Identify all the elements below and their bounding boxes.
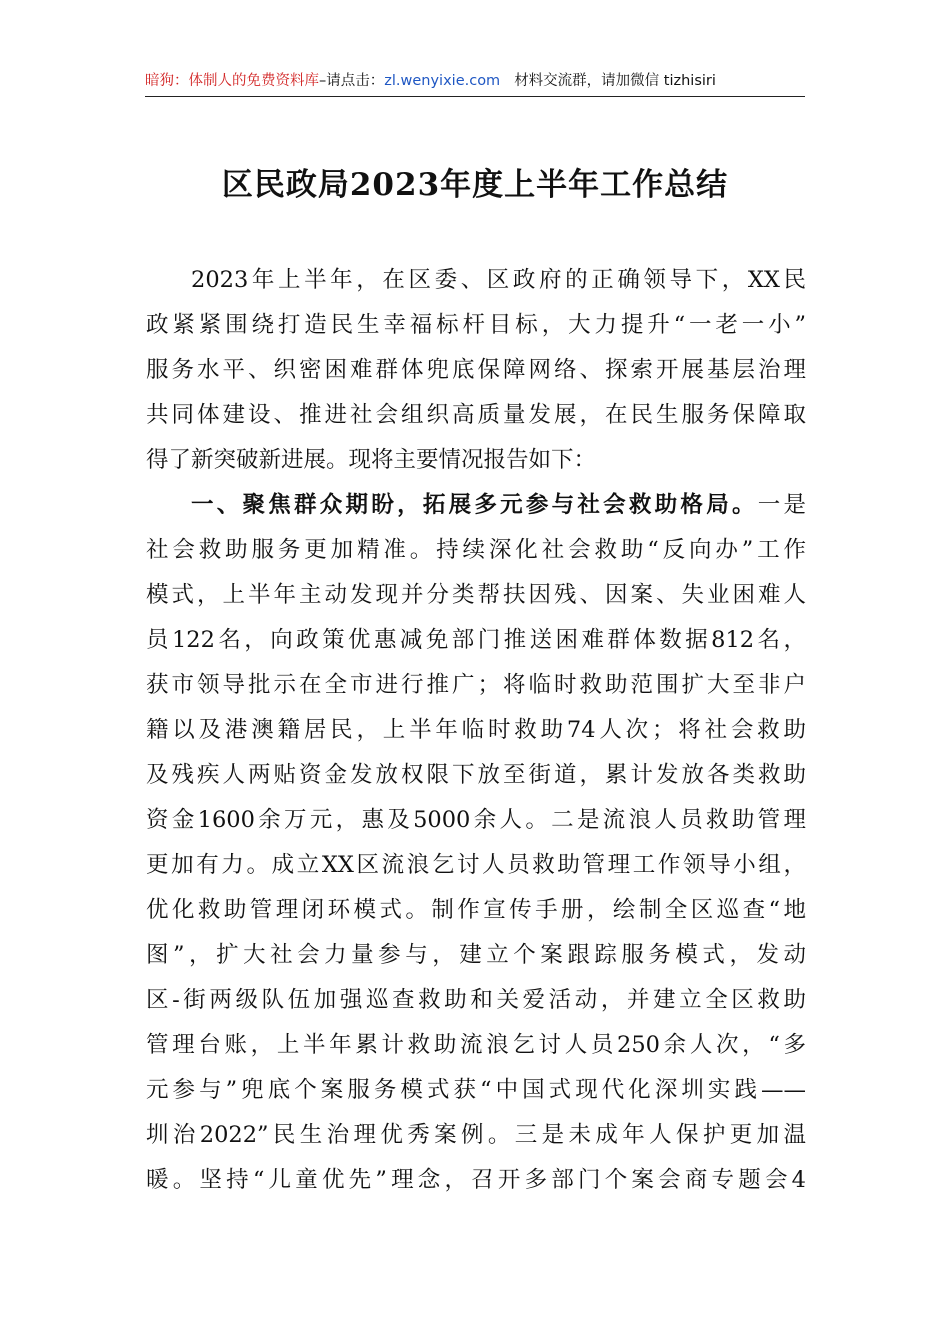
- paragraph-line: 资金1600余万元，惠及5000余人。二是流浪人员救助管理: [146, 807, 806, 833]
- paragraph-line: 优化救助管理闭环模式。制作宣传手册，绘制全区巡查“地: [146, 897, 806, 923]
- document-body: [146, 258, 806, 1203]
- paragraph-line: 图”，扩大社会力量参与，建立个案跟踪服务模式，发动: [146, 942, 806, 968]
- paragraph-line: 2023年上半年，在区委、区政府的正确领导下，XX民: [191, 267, 806, 293]
- paragraph-line: 及残疾人两贴资金发放权限下放至街道，累计发放各类救助: [146, 762, 806, 788]
- paragraph-line: 元参与”兜底个案服务模式获“中国式现代化深圳实践——: [146, 1077, 806, 1103]
- paragraph-line: 社会救助服务更加精准。持续深化社会救助“反向办”工作: [146, 537, 806, 563]
- brand-text: 暗狗：体制人的免费资料库: [145, 73, 319, 89]
- paragraph-line: 更加有力。成立XX区流浪乞讨人员救助管理工作领导小组，: [146, 852, 806, 878]
- paragraph-line: 圳治2022”民生治理优秀案例。三是未成年人保护更加温: [146, 1122, 806, 1148]
- paragraph-line: 管理台账，上半年累计救助流浪乞讨人员250余人次，“多: [146, 1032, 806, 1058]
- click-prompt: –请点击：: [319, 73, 385, 89]
- source-banner: [145, 66, 805, 97]
- section-heading-line: [146, 483, 806, 528]
- paragraph-line: 得了新突破新进展。现将主要情况报告如下：: [146, 447, 597, 473]
- paragraph-line: 服务水平、织密困难群体兜底保障网络、探索开展基层治理: [146, 357, 806, 383]
- document-title: 区民政局2023年度上半年工作总结: [221, 167, 729, 203]
- paragraph-line: 区-街两级队伍加强巡查救助和关爱活动，并建立全区救助: [146, 987, 806, 1013]
- paragraph-line: 员122名，向政策优惠减免部门推送困难群体数据812名，: [146, 627, 806, 653]
- paragraph-line: 籍以及港澳籍居民，上半年临时救助74人次；将社会救助: [146, 717, 806, 743]
- paragraph-line: 暖。坚持“儿童优先”理念，召开多部门个案会商专题会4: [146, 1167, 806, 1193]
- section-heading-tail: 一是: [757, 492, 806, 518]
- site-link[interactable]: zl.wenyixie.com: [384, 73, 501, 89]
- paragraph-line: 获市领导批示在全市进行推广；将临时救助范围扩大至非户: [146, 672, 806, 698]
- paragraph-line: 模式，上半年主动发现并分类帮扶因残、因案、失业困难人: [146, 582, 806, 608]
- section-heading: 一、聚焦群众期盼，拓展多元参与社会救助格局。: [191, 492, 758, 518]
- paragraph-line: 共同体建设、推进社会组织高质量发展，在民生服务保障取: [146, 402, 806, 428]
- paragraph-line: 政紧紧围绕打造民生幸福标杆目标，大力提升“一老一小”: [146, 312, 806, 338]
- wechat-note: 材料交流群，请加微信 tizhisiri: [514, 73, 716, 89]
